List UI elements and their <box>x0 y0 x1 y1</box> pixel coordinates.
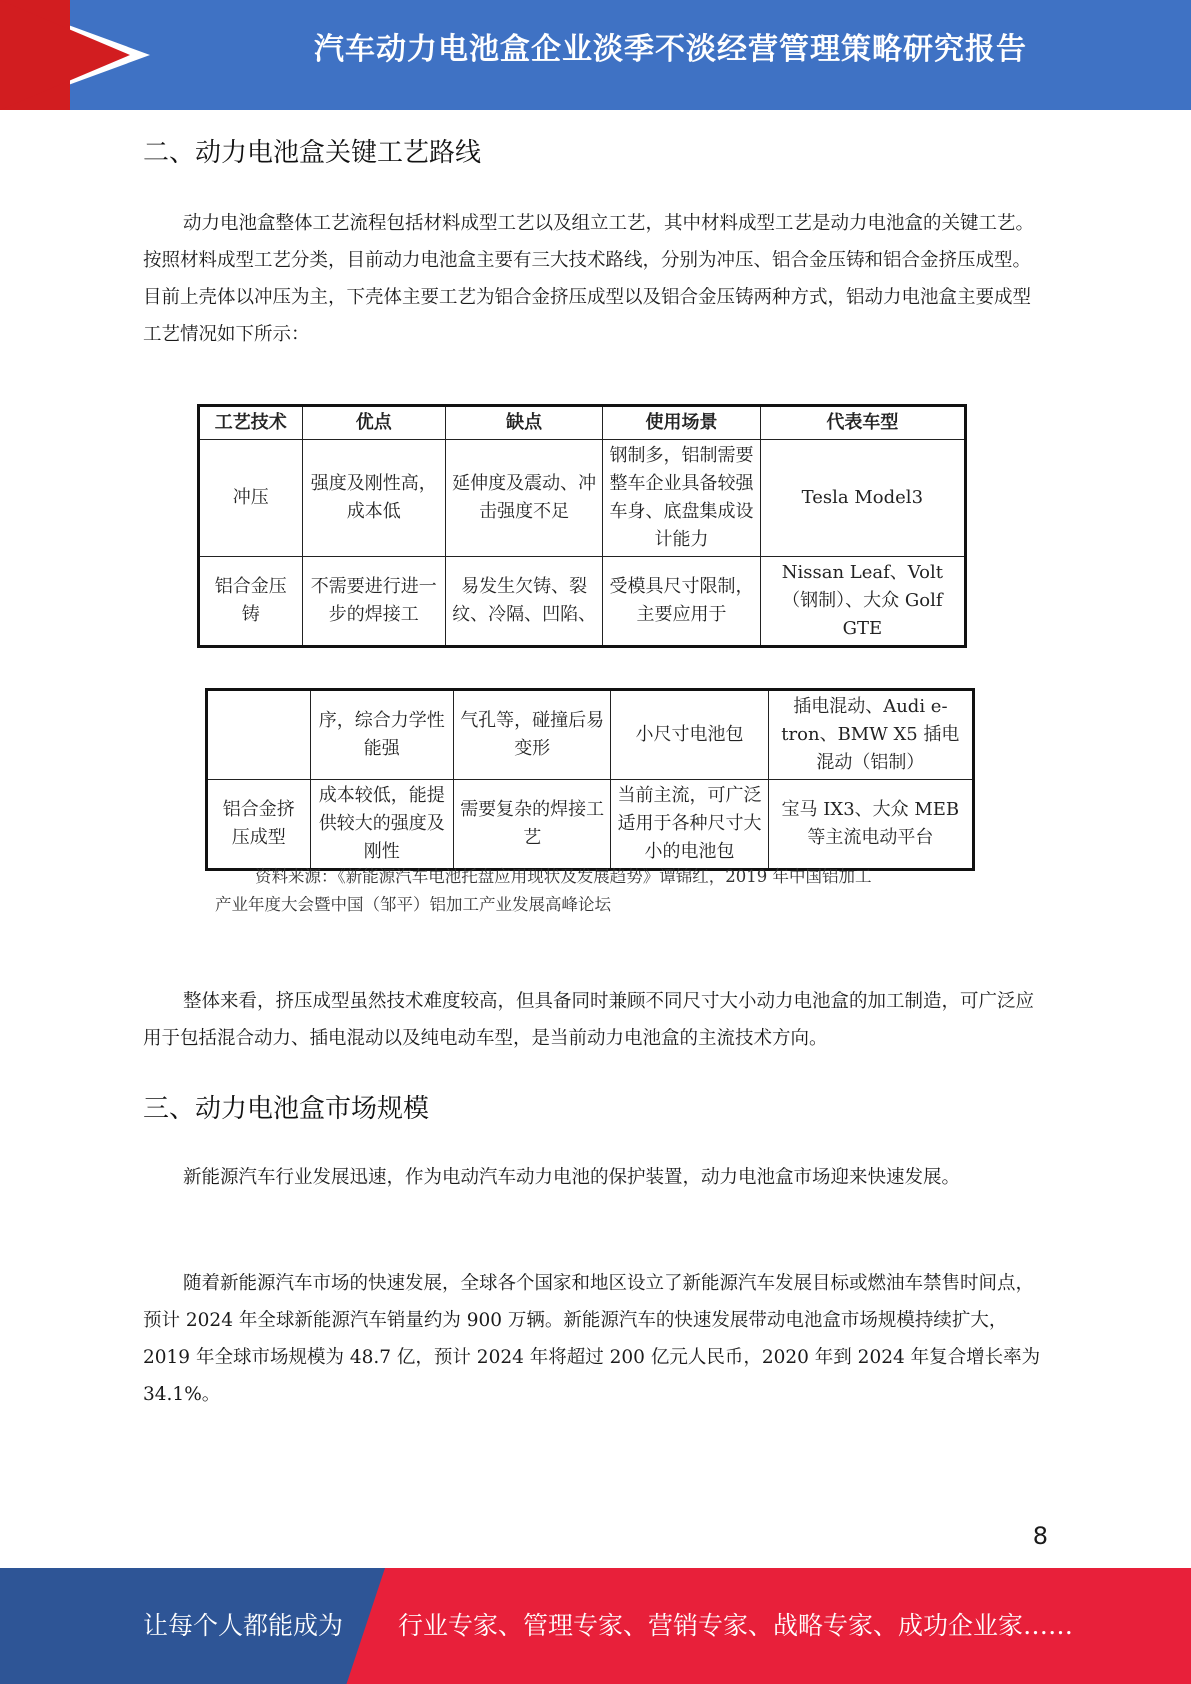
process-table-part1 <box>197 404 967 648</box>
table-cell: 铝合金挤压成型 <box>207 780 311 870</box>
table-cell: 小尺寸电池包 <box>611 690 768 780</box>
section-heading-process: 二、动力电池盒关键工艺路线 <box>143 138 482 168</box>
summary-paragraph: 整体来看，挤压成型虽然技术难度较高，但具备同时兼顾不同尺寸大小动力电池盒的加工制造，可广泛应用于包括混合动力、插电混动以及纯电动车型，是当前动力电池盒的主流技术方向。 <box>143 991 1035 1049</box>
table-cell: Nissan Leaf、Volt（钢制）、大众 Golf GTE <box>760 557 965 647</box>
section-heading-market: 三、动力电池盒市场规模 <box>143 1094 430 1124</box>
source-line-2: 产业年度大会暨中国（邹平）铝加工产业发展高峰论坛 <box>215 895 611 914</box>
table-header-cell: 优点 <box>302 406 445 440</box>
table-cell: 延伸度及震动、冲击强度不足 <box>446 440 603 557</box>
table-source-note <box>215 863 975 919</box>
table-cell <box>207 690 311 780</box>
table-cell: 气孔等，碰撞后易变形 <box>454 690 611 780</box>
footer-slogan-right: 行业专家、管理专家、营销专家、战略专家、成功企业家…… <box>398 1611 1074 1640</box>
table-header-cell: 代表车型 <box>760 406 965 440</box>
table-cell: 成本较低，能提供较大的强度及刚性 <box>310 780 453 870</box>
table-cell: 铝合金压铸 <box>199 557 303 647</box>
table-row <box>199 557 966 647</box>
process-table-part2 <box>205 688 975 871</box>
table-row <box>207 780 974 870</box>
table-cell: 当前主流，可广泛适用于各种尺寸大小的电池包 <box>611 780 768 870</box>
table-cell: 易发生欠铸、裂纹、冷隔、凹陷、 <box>446 557 603 647</box>
table-cell: 序，综合力学性能强 <box>310 690 453 780</box>
page-header <box>0 0 1191 110</box>
table-cell: 宝马 IX3、大众 MEB 等主流电动平台 <box>768 780 973 870</box>
page-footer <box>0 1568 1191 1684</box>
table-header-cell: 缺点 <box>446 406 603 440</box>
table-cell: 强度及刚性高，成本低 <box>302 440 445 557</box>
table-cell: 冲压 <box>199 440 303 557</box>
process-paragraph: 动力电池盒整体工艺流程包括材料成型工艺以及组立工艺，其中材料成型工艺是动力电池盒的关键工艺。按照材料成型工艺分类，目前动力电池盒主要有三大技术路线，分别为冲压、铝合金压铸和铝合金挤压成型。目前上壳体以冲压为主，下壳体主要工艺为铝合金挤压成型以及铝合金压铸两种方式，铝动力电池盒主要成型工艺情况如下所示： <box>143 213 1035 345</box>
table-header-cell: 使用场景 <box>603 406 760 440</box>
market-paragraph-1: 新能源汽车行业发展迅速，作为电动汽车动力电池的保护装置，动力电池盒市场迎来快速发展。 <box>183 1167 961 1188</box>
market-paragraph-2: 随着新能源汽车市场的快速发展，全球各个国家和地区设立了新能源汽车发展目标或燃油车禁售时间点，预计 2024 年全球新能源汽车销量约为 900 万辆。新能源汽车的快速发展带动电池盒市场规模持续扩大，2019 年全球市场规模为 48.7 亿，预计 2024 年将超过 200 亿元人民币，2020 年到 2024 年复合增长率为 34.1%。 <box>143 1273 1041 1405</box>
footer-slogan-left: 让每个人都能成为 <box>143 1611 344 1640</box>
table-cell: 受模具尺寸限制，主要应用于 <box>603 557 760 647</box>
table-row <box>207 690 974 780</box>
table-cell: Tesla Model3 <box>760 440 965 557</box>
table-row <box>199 440 966 557</box>
source-line-1: 资料来源：《新能源汽车电池托盘应用现状及发展趋势》谭锦红，2019 年中国铝加工 <box>255 867 872 886</box>
report-title: 汽车动力电池盒企业淡季不淡经营管理策略研究报告 <box>314 32 1027 67</box>
table-header-cell: 工艺技术 <box>199 406 303 440</box>
table-cell: 不需要进行进一步的焊接工 <box>302 557 445 647</box>
table-header-row <box>199 406 966 440</box>
table-cell: 插电混动、Audi e-tron、BMW X5 插电混动（铝制） <box>768 690 973 780</box>
page-number: 8 <box>1032 1522 1048 1550</box>
header-arrow <box>0 0 130 110</box>
table-cell: 需要复杂的焊接工艺 <box>454 780 611 870</box>
table-cell: 钢制多，铝制需要整车企业具备较强车身、底盘集成设计能力 <box>603 440 760 557</box>
